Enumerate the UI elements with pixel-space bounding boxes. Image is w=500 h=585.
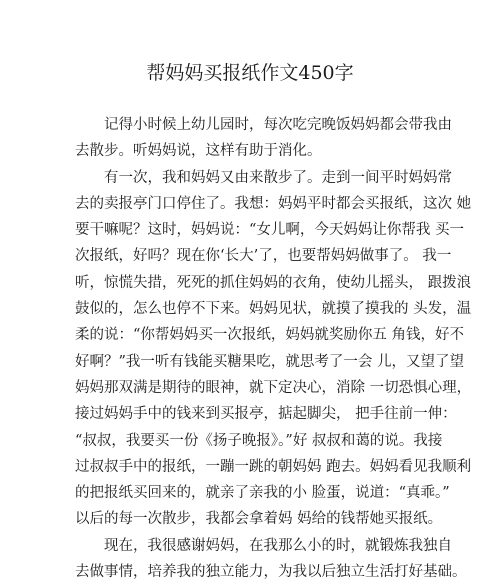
text-line: 柔的说：“你帮妈妈买一次报纸，妈妈就奖励你五 角钱，好不 — [75, 327, 465, 344]
text-line: 以后的每一次散步，我都会拿着妈 妈给的钱帮她买报纸。 — [75, 511, 443, 528]
text-line: 听，惊慌失措，死死的抓住妈妈的衣角，使幼儿摇头， 跟拨浪 — [75, 274, 472, 291]
text-line: “叔叔，我要买一份《扬子晚报》。”好 叔叔和蔼的说。我接 — [75, 432, 443, 449]
text-line: 现在，我很感谢妈妈，在我那么小的时，就锻炼我独自 — [104, 537, 452, 554]
text-line: 妈妈那双满是期待的眼神，就下定决心，消除 一切恐惧心理， — [75, 379, 472, 396]
text-line: 次报纸，好吗？现在你‘长大’了，也要帮妈妈做事了。 我一 — [75, 248, 452, 265]
text-line: 鼓似的，怎么也停不下来。妈妈见状，就摸了摸我的 头发，温 — [75, 301, 472, 318]
text-line: 好啊？”我一听有钱能买糖果吃，就思考了一会 儿，又望了望 — [75, 353, 465, 370]
text-line: 的把报纸买回来的，就亲了亲我的小 脸蛋，说道：“真乖。” — [75, 485, 450, 502]
essay-body — [75, 112, 472, 585]
text-line: 有一次，我和妈妈又由来散步了。走到一间平时妈妈常 — [104, 169, 452, 186]
text-line: 去散步。听妈妈说，这样有助于消化。 — [75, 143, 322, 160]
text-line: 接过妈妈手中的钱来到买报亭，掂起脚尖， 把手往前一伸： — [75, 406, 457, 423]
text-line: 记得小时候上幼儿园时，每次吃完晚饭妈妈都会带我由 — [104, 117, 452, 133]
text-line: 要干嘛呢？这时，妈妈说：“女儿啊，今天妈妈让你帮我 买一 — [75, 222, 465, 239]
text-line: 去的卖报亭门口停住了。我想：妈妈平时都会买报纸，这次 她 — [75, 195, 472, 212]
text-line: 过叔叔手中的报纸，一蹦一跳的朝妈妈 跑去。妈妈看见我顺利 — [75, 458, 472, 475]
page-title: 帮妈妈买报纸作文450字 — [146, 62, 354, 84]
text-line: 去做事情，培养我的独立能力，为我以后独立生活打好基础。 — [75, 564, 467, 581]
